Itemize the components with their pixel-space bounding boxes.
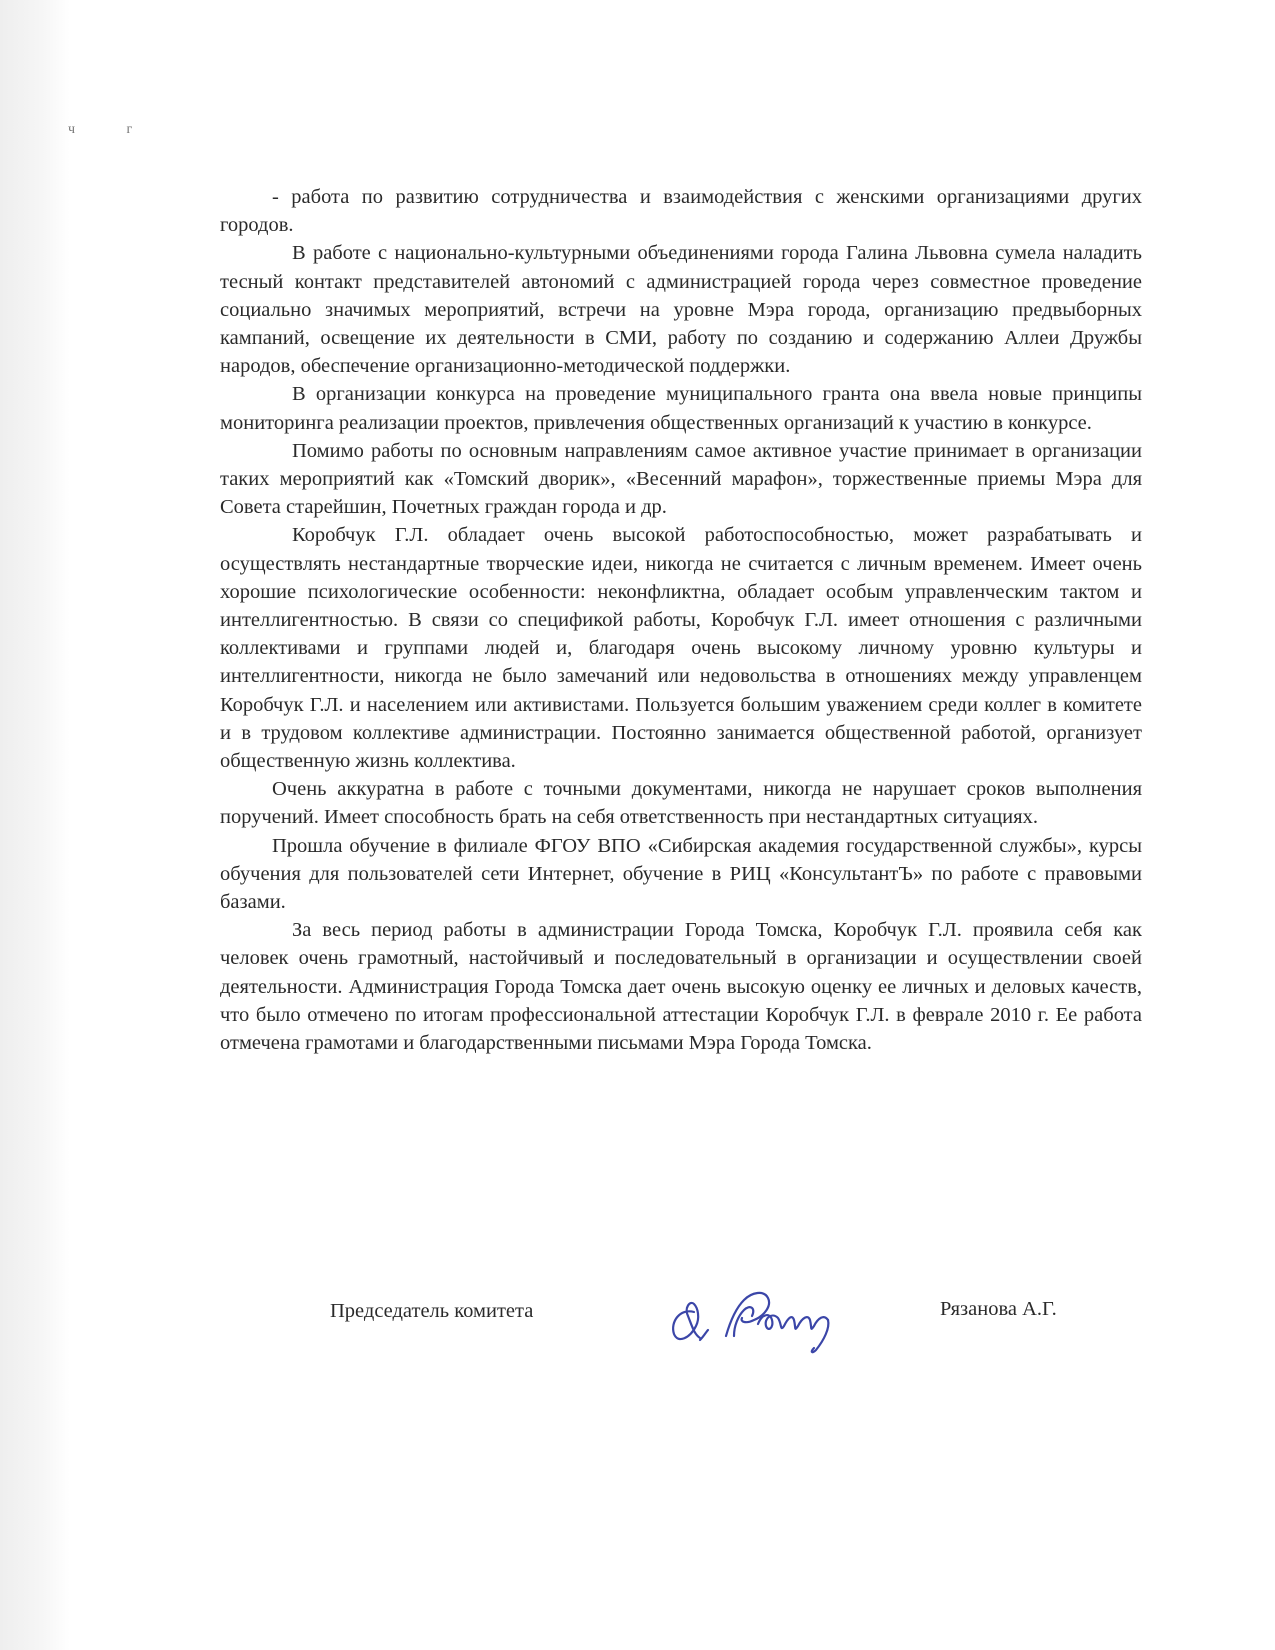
paragraph-national-cultural: В работе с национально-культурными объединениями города Галина Львовна сумела наладить тесный контакт представителей автономий с администрацией города через совместное проведение социально значимых мероприятий, встречи на уровне Мэра города, организацию предвыборных кампаний, освещение их деятельности в СМИ, работу по созданию и содержанию Аллеи Дружбы народов, обеспечение организационно-методической поддержки. <box>220 242 1142 378</box>
handwritten-signature <box>660 1278 870 1356</box>
signer-position: Председатель комитета <box>330 1300 534 1322</box>
signature-stroke <box>673 1303 700 1339</box>
signer-name: Рязанова А.Г. <box>940 1298 1057 1320</box>
scan-marks: ч г <box>68 122 157 137</box>
paragraph-conclusion: За весь период работы в администрации Города Томска, Коробчук Г.Л. проявила себя как человек очень грамотный, настойчивый и последовательный в организации и осуществлении своей деятельности. Администрация Города Томска дает очень высокую оценку ее личных и деловых качеств, что было отмечено по итогам профессиональной аттестации Коробчук Г.Л. в феврале 2010 г. Ее работа отмечена грамотами и благодарственными письмами Мэра Города Томска. <box>220 919 1142 1055</box>
signature-stroke <box>758 1315 828 1329</box>
letter-body <box>220 183 1142 1057</box>
paragraph-women-organizations: - работа по развитию сотрудничества и взаимодействия с женскими организациями других городов. <box>220 186 1142 237</box>
paragraph-municipal-grant: В организации конкурса на проведение муниципального гранта она ввела новые принципы мониторинга реализации проектов, привлечения общественных организаций к участию в конкурсе. <box>220 383 1142 434</box>
paragraph-events: Помимо работы по основным направлениям самое активное участие принимает в организации таких мероприятий как «Томский дворик», «Весенний марафон», торжественные приемы Мэра для Совета старейшин, Почетных граждан города и др. <box>220 439 1142 519</box>
signature-stroke <box>726 1293 769 1336</box>
scan-edge-shadow <box>0 0 70 1650</box>
signature-stroke <box>700 1330 708 1340</box>
signature-block <box>220 1278 1142 1358</box>
paragraph-education: Прошла обучение в филиале ФГОУ ВПО «Сибирская академия государственной службы», курсы обучения для пользователей сети Интернет, обучение в РИЦ «КонсультантЪ» по работе с правовыми базами. <box>220 834 1142 914</box>
paragraph-personal-qualities: Коробчук Г.Л. обладает очень высокой работоспособностью, может разрабатывать и осуществлять нестандартные творческие идеи, никогда не считается с личным временем. Имеет очень хорошие психологические особенности: неконфликтна, обладает особым управленческим тактом и интеллигентностью. В связи со спецификой работы, Коробчук Г.Л. имеет отношения с различными коллективами и группами людей и, благодаря очень высокому личному уровню культуры и интеллигентности, никогда не было замечаний или недовольства в отношениях между управленцем Коробчук Г.Л. и населением или активистами. Пользуется большим уважением среди коллег в комитете и в трудовом коллективе администрации. Постоянно занимается общественной работой, организует общественную жизнь коллектива. <box>220 524 1142 773</box>
paragraph-accuracy: Очень аккуратна в работе с точными документами, никогда не нарушает сроков выполнения поручений. Имеет способность брать на себя ответственность при нестандартных ситуациях. <box>220 778 1142 829</box>
